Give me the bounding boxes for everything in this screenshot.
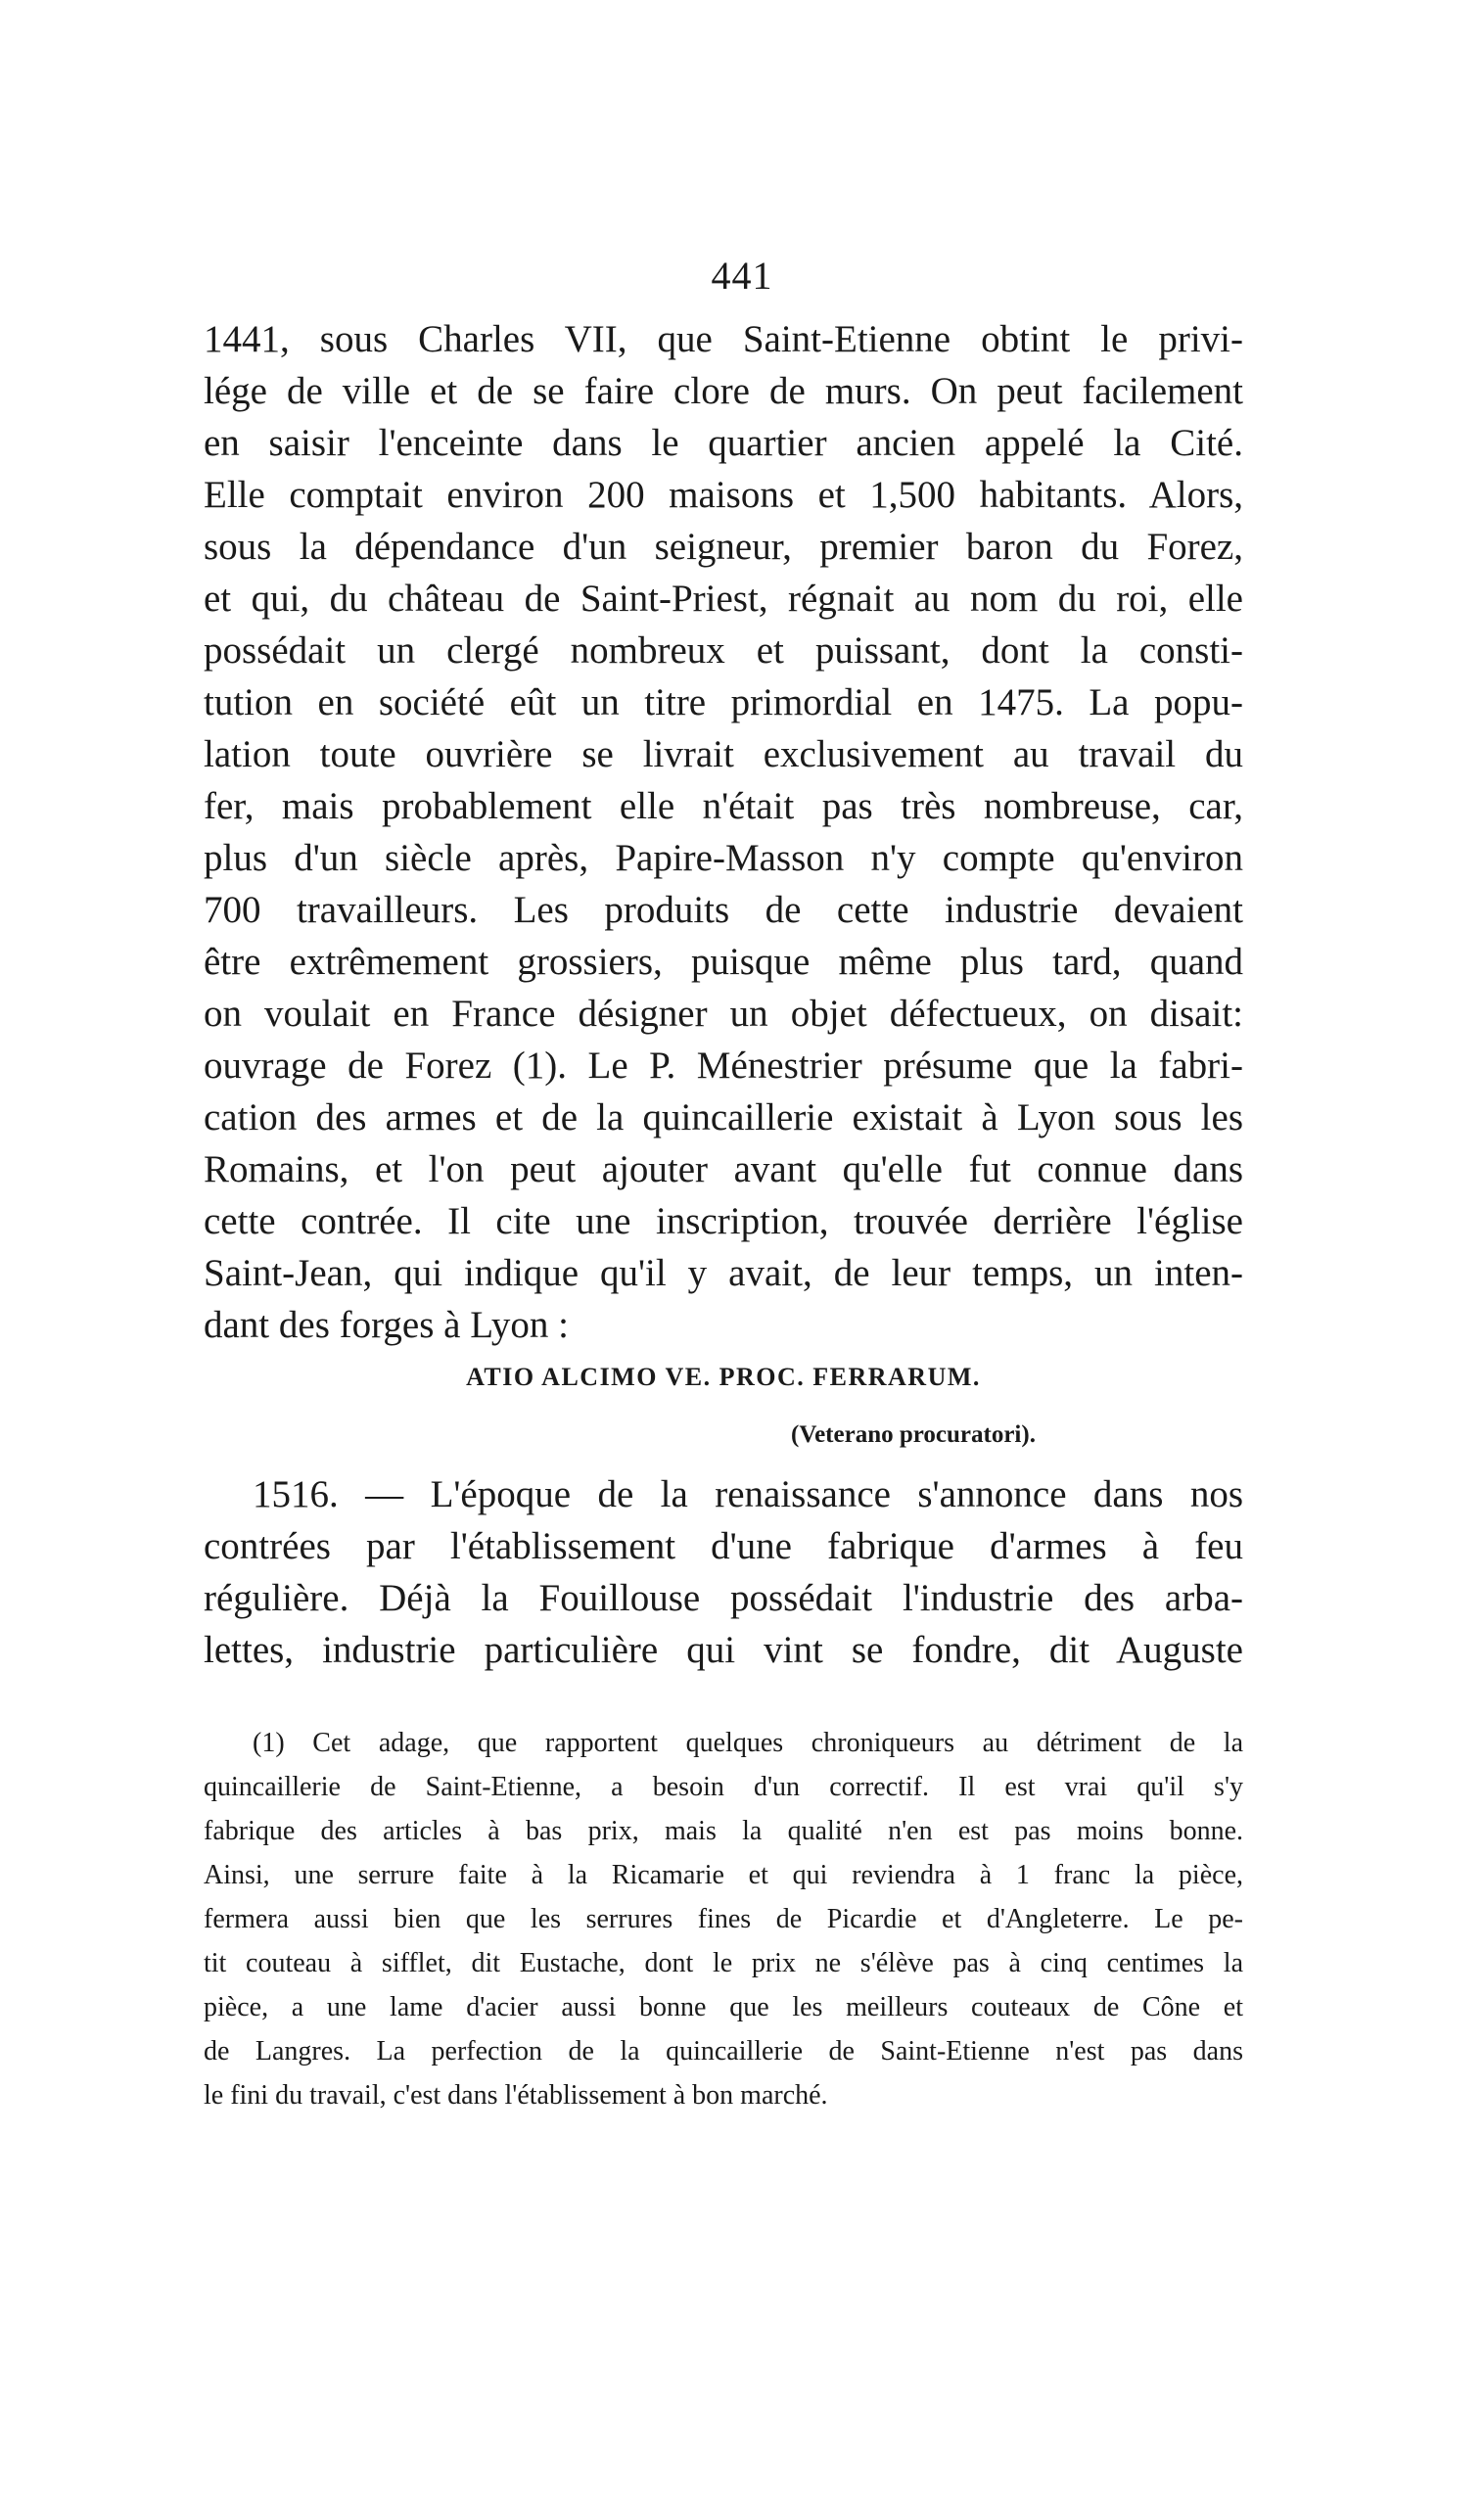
text-line: possédait un clergé nombreux et puissant, dont la consti- bbox=[204, 629, 1243, 672]
text-line: dant des forges à Lyon : bbox=[204, 1304, 569, 1346]
footnote-line: quincaillerie de Saint-Etienne, a besoin d'un correctif. Il est vrai qu'il s'y bbox=[204, 1772, 1243, 1802]
text-line: lettes, industrie particulière qui vint se fondre, dit Auguste bbox=[204, 1629, 1243, 1671]
text-line: 1516. — L'époque de la renaissance s'annonce dans nos bbox=[253, 1473, 1243, 1515]
footnote-line: le fini du travail, c'est dans l'établissement à bon marché. bbox=[204, 2080, 828, 2111]
inscription-note: (Veterano procuratori). bbox=[791, 1421, 1036, 1448]
text-line: en saisir l'enceinte dans le quartier ancien appelé la Cité. bbox=[204, 422, 1243, 464]
text-line: et qui, du château de Saint-Priest, régnait au nom du roi, elle bbox=[204, 578, 1243, 620]
footnote-line: fermera aussi bien que les serrures fines de Picardie et d'Angleterre. Le pe- bbox=[204, 1904, 1243, 1934]
text-line: lége de ville et de se faire clore de murs. On peut facilement bbox=[204, 370, 1243, 412]
text-line: régulière. Déjà la Fouillouse possédait l'industrie des arba- bbox=[204, 1577, 1243, 1619]
latin-inscription: ATIO ALCIMO VE. PROC. FERRARUM. bbox=[466, 1363, 981, 1391]
text-line: contrées par l'établissement d'une fabrique d'armes à feu bbox=[204, 1525, 1243, 1567]
footnote-line: fabrique des articles à bas prix, mais la qualité n'en est pas moins bonne. bbox=[204, 1816, 1243, 1846]
main-paragraph bbox=[204, 313, 1243, 1351]
footnote-line: (1) Cet adage, que rapportent quelques chroniqueurs au détriment de la bbox=[253, 1728, 1243, 1758]
text-line: 700 travailleurs. Les produits de cette industrie devaient bbox=[204, 889, 1243, 931]
text-line: cation des armes et de la quincaillerie existait à Lyon sous les bbox=[204, 1096, 1243, 1138]
footnote-line: Ainsi, une serrure faite à la Ricamarie et qui reviendra à 1 franc la pièce, bbox=[204, 1860, 1243, 1890]
text-line: sous la dépendance d'un seigneur, premier baron du Forez, bbox=[204, 526, 1243, 568]
text-line: Romains, et l'on peut ajouter avant qu'elle fut connue dans bbox=[204, 1148, 1243, 1190]
page-number: 441 bbox=[711, 254, 773, 298]
footnote-line: de Langres. La perfection de la quincaillerie de Saint-Etienne n'est pas dans bbox=[204, 2036, 1243, 2067]
second-paragraph bbox=[204, 1468, 1243, 1676]
footnote-line: pièce, a une lame d'acier aussi bonne que les meilleurs couteaux de Cône et bbox=[204, 1992, 1243, 2022]
text-line: Saint-Jean, qui indique qu'il y avait, de leur temps, un inten- bbox=[204, 1252, 1243, 1294]
text-line: plus d'un siècle après, Papire-Masson n'y compte qu'environ bbox=[204, 837, 1243, 879]
text-line: fer, mais probablement elle n'était pas très nombreuse, car, bbox=[204, 785, 1243, 827]
footnote-line: tit couteau à sifflet, dit Eustache, dont le prix ne s'élève pas à cinq centimes la bbox=[204, 1948, 1243, 1978]
text-line: on voulait en France désigner un objet défectueux, on disait: bbox=[204, 993, 1243, 1035]
text-line: lation toute ouvrière se livrait exclusivement au travail du bbox=[204, 733, 1243, 775]
footnote bbox=[204, 1721, 1243, 2117]
text-line: ouvrage de Forez (1). Le P. Ménestrier présume que la fabri- bbox=[204, 1045, 1243, 1087]
text-line: être extrêmement grossiers, puisque même plus tard, quand bbox=[204, 941, 1243, 983]
text-line: Elle comptait environ 200 maisons et 1,500 habitants. Alors, bbox=[204, 474, 1243, 516]
text-line: 1441, sous Charles VII, que Saint-Etienne obtint le privi- bbox=[204, 318, 1243, 360]
text-line: cette contrée. Il cite une inscription, trouvée derrière l'église bbox=[204, 1200, 1243, 1242]
text-line: tution en société eût un titre primordial en 1475. La popu- bbox=[204, 681, 1243, 723]
